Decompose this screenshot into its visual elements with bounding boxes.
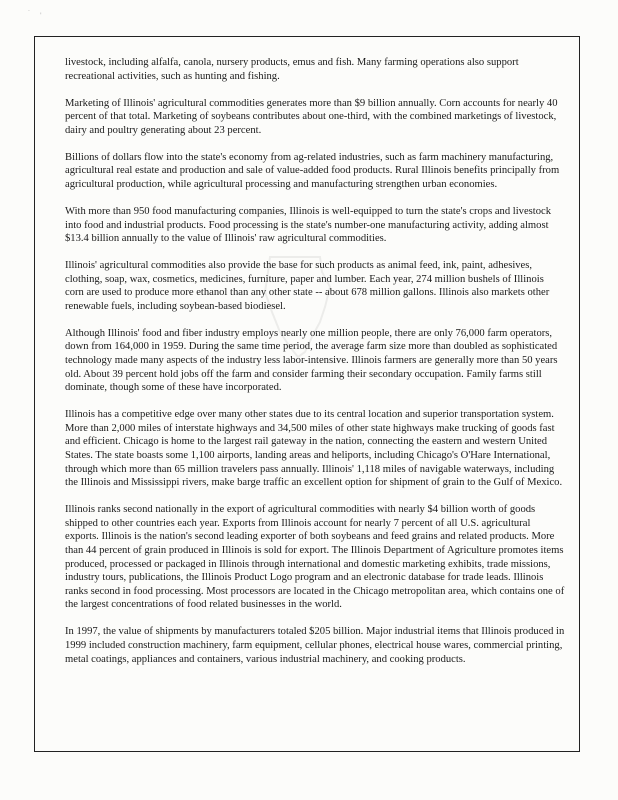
scan-speck: ' bbox=[40, 12, 42, 19]
page-border-frame bbox=[34, 36, 580, 752]
paragraph-exports: Illinois ranks second nationally in the export of agricultural commodities with nearly $4 billion worth of goods shipped to other countries each year. Exports from Illinois account for nearly 7 percent of all U.S. agricultural exports. Illinois is the nation's second leading exporter of both soybeans and feed grains and related products. More than 44 percent of grain produced in Illinois is sold for export. The Illinois Department of Agriculture promotes items produced, processed or packaged in Illinois through international and domestic marketing exhibits, trade missions, industry tours, publications, the Illinois Product Logo program and an electronic database for trade leads. Illinois ranks second in food processing. Most processors are located in the Chicago metropolitan area, which contains one of the largest concentrations of food related businesses in the world. bbox=[65, 504, 565, 611]
paragraph-transportation: Illinois has a competitive edge over many other states due to its central location and superior transportation system. More than 2,000 miles of interstate highways and 34,500 miles of other state highways make trucking of goods fast and efficient. Chicago is home to the largest rail gateway in the nation, connecting the eastern and western United States. The state boasts some 1,100 airports, landing areas and heliports, including Chicago's O'Hare International, through which more than 65 million travelers pass annually. Illinois' 1,118 miles of navigable waterways, including the Illinois and Mississippi rivers, make barge traffic an excellent option for shipment of grain to the Gulf of Mexico. bbox=[65, 409, 563, 489]
scan-speck: · bbox=[28, 8, 30, 15]
paragraph-food-manufacturing: With more than 950 food manufacturing companies, Illinois is well-equipped to turn the state's crops and livestock into food and industrial products. Food processing is the state's number-one manufacturing activity, adding almost $13.4 billion annually to the value of Illinois' raw agricultural commodities. bbox=[65, 205, 552, 245]
paragraph-commodity-products: Illinois' agricultural commodities also provide the base for such products as animal feed, ink, paint, adhesives, clothing, soap, wax, cosmetics, medicines, furniture, paper and lumber. Each year, 274 million bushels of Illinois corn are used to produce more ethanol than any other state -- about 678 million gallons. Illinois also markets other renewable fuels, including soybean-based biodiesel. bbox=[65, 260, 550, 312]
paragraph-marketing: Marketing of Illinois' agricultural commodities generates more than $9 billion annually. Corn accounts for nearly 40 percent of that total. Marketing of soybeans contributes about one-third, with the combined marketings of livestock, dairy and poultry generating about 23 percent. bbox=[65, 97, 558, 136]
paragraph-livestock: livestock, including alfalfa, canola, nursery products, emus and fish. Many farming operations also support recreational activities, such as hunting and fishing. bbox=[65, 57, 519, 82]
document-body bbox=[65, 56, 565, 679]
paragraph-ag-industries: Billions of dollars flow into the state's economy from ag-related industries, such as farm machinery manufacturing, agricultural real estate and production and sale of value-added food products. Rural Illinois benefits principally from agricultural production, while agricultural processing and manufacturing strengthen urban economies. bbox=[65, 151, 560, 190]
paragraph-farm-employment: Although Illinois' food and fiber industry employs nearly one million people, there are only 76,000 farm operators, down from 164,000 in 1959. During the same time period, the average farm size more than doubled as sophisticated technology made many aspects of the industry less labor-intensive. Illinois farmers are generally more than 50 years old. About 39 percent hold jobs off the farm and consider farming their secondary occupation. Family farms still dominate, though some of these have incorporated. bbox=[65, 327, 558, 394]
paragraph-manufacturing-shipments: In 1997, the value of shipments by manufacturers totaled $205 billion. Major industrial items that Illinois produced in 1999 included construction machinery, farm equipment, cellular phones, electrical house wares, commercial printing, metal coatings, appliances and containers, various industrial machinery, and cooking products. bbox=[65, 626, 565, 665]
